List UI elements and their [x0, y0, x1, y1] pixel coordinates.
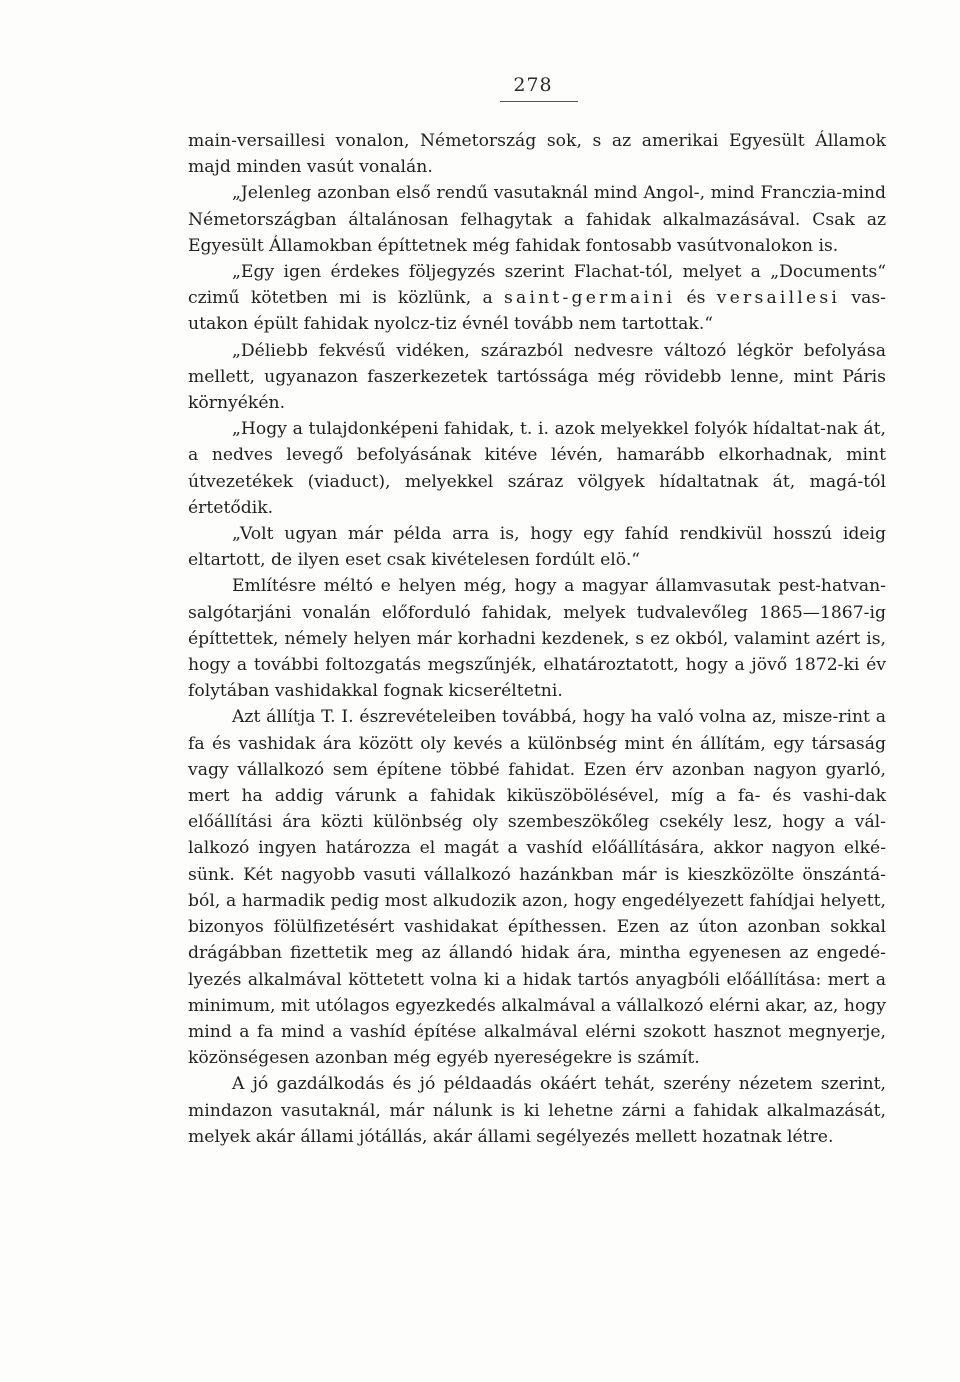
page-number: 278 [513, 74, 553, 96]
paragraph-conclusion: A jó gazdálkodás és jó példaadás okáért tehát, szerény nézetem szerint, mindazon vasutaknál, már nálunk is ki lehetne zárni a fahidak alkalmazását, melyek akár állami jótállás, akár állami segélyezés mellett hozatnak létre. [188, 1074, 886, 1147]
flachat-text-start: „Egy igen érdekes följegyzés szerint Flachat-tól, melyet a „Documents“ czimű kötetben mi is közlünk, a [188, 262, 886, 309]
spaced-term-versaillesi: versaillesi [716, 288, 841, 309]
paragraph-quote-flachat [188, 259, 886, 338]
paragraph-quote-exception: „Volt ugyan már példa arra is, hogy egy fahíd rendkivül hosszú ideig eltartott, de ilyen eset csak kivételesen fordúlt elö.“ [188, 524, 886, 571]
paragraph-quote-climate: „Déliebb fekvésű vidéken, szárazból nedvesre változó légkör befolyása mellett, ugyanazon faszerkezetek tartóssága még rövidebb lenne, mint Páris környékén. [188, 340, 886, 414]
paragraph-continuation: main-versaillesi vonalon, Németország sok, s az amerikai Egyesült Államok majd minden vasút vonalán. [188, 131, 886, 178]
paragraph-state-railways: Említésre méltó e helyen még, hogy a magyar államvasutak pest-hatvan-salgótarjáni vonalán előforduló fahidak, melyek tudvalevőleg 1865—1867-ig építtettek, némely helyen már korhadni kezdenek, s ez okból, valamint azért is, hogy a további foltozgatás megszűnjék, elhatároztatott, hogy a jövő 1872-ki év folytában vashidakkal fognak kicseréltetni. [188, 576, 886, 702]
paragraph-argument: Azt állítja T. I. észrevételeiben továbbá, hogy ha való volna az, misze-rint a fa és vashidak ára között oly kevés a különbség mint én állítám, egy társaság vagy vállalkozó sem építene többé fahidat. Ezen érv azonban nagyon gyarló, mert ha addig várunk a fahidak kiküszöbölésével, míg a fa- és vashi-dak előállítási ára közti különbség oly szembeszökőleg csekély lesz, hogy a vál-lalkozó ingyen határozza el magát a vashíd előállítására, akkor nagyon elké-sünk. Két nagyobb vasuti vállalkozó hazánkban már is kieszközölte önszántá-ból, a harmadik pedig most alkudozik azon, hogy engedélyezett fahídjai helyett, bizonyos fölülfizetésért vashidakat építhessen. Ezen az úton azonban sokkal drágábban fizettetik meg az állandó hidak ára, mintha egyenesen az engedé-lyezés alkalmával köttetett volna ki a hidak tartós anyagbóli előállítása: mert a minimum, mit utólagos egyezkedés alkalmával a vállalkozó elérni akar, az, hogy mind a fa mind a vashíd építése alkalmával elérni szokott hasznot megnyerje, közönségesen azonban még egyéb nyereségekre is számít. [188, 707, 886, 1069]
spaced-term-saint-germaini: saint-germaini [504, 288, 676, 309]
paragraph-quote-current-practice: „Jelenleg azonban első rendű vasutaknál mind Angol-, mind Franczia-mind Németországban általánosan felhagytak a fahidak alkalmazásával. Csak az Egyesült Államokban építtetnek még fahidak fontosabb vasútvonalokon is. [188, 183, 886, 256]
flachat-text-end: vas-utakon épült fahidak nyolcz-tiz évnél tovább nem tartottak.“ [188, 288, 886, 335]
page-number-rule [500, 101, 578, 102]
flachat-text-middle: és [675, 288, 717, 309]
paragraph-quote-bridges: „Hogy a tulajdonképeni fahidak, t. i. azok melyekkel folyók hídaltat-nak át, a nedves levegő befolyásának kitéve lévén, hamarább elkorhadnak, mint útvezetékek (viaduct), melyekkel száraz völgyek hídaltatnak át, magá-tól értetődik. [188, 419, 886, 518]
body-text [188, 128, 886, 1150]
